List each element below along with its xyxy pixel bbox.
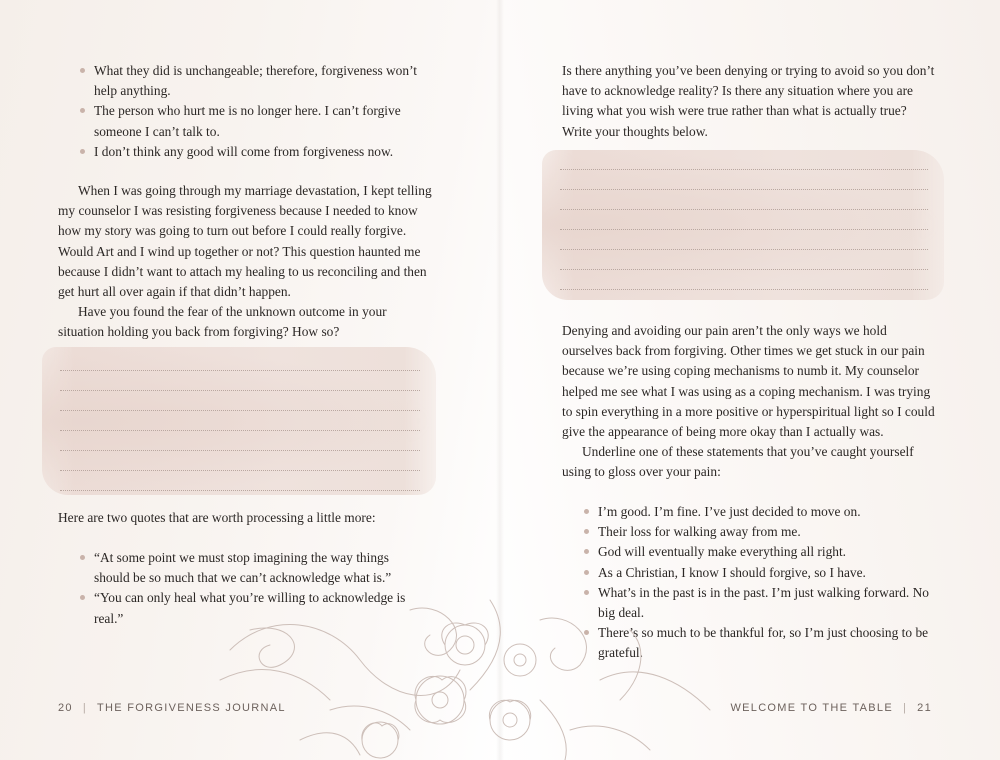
list-item: “At some point we must stop imagining the way things should be so much that we can’t acknowledge what is.”	[78, 548, 408, 588]
writing-line	[60, 490, 420, 491]
writing-line	[560, 229, 928, 230]
page-number: 20	[58, 702, 73, 714]
writing-line	[560, 269, 928, 270]
list-item[interactable]: God will eventually make everything all right.	[582, 542, 938, 562]
right-body-text	[562, 321, 938, 483]
page-number: 21	[917, 702, 932, 714]
list-item[interactable]: As a Christian, I know I should forgive, so I have.	[582, 563, 938, 583]
writing-line	[560, 289, 928, 290]
list-item: What they did is unchangeable; therefore, forgiveness won’t help anything.	[78, 61, 440, 101]
writing-line	[60, 370, 420, 371]
journal-prompt: Have you found the fear of the unknown outcome in your situation holding you back from forgiving? How so?	[58, 304, 387, 340]
left-bullet-list	[78, 61, 440, 162]
writing-line	[560, 209, 928, 210]
writing-line	[560, 189, 928, 190]
quotes-intro: Here are two quotes that are worth processing a little more:	[58, 510, 376, 525]
paragraph: Underline one of these statements that you’ve caught yourself using to gloss over your pain:	[562, 444, 914, 480]
writing-line	[560, 249, 928, 250]
list-item: “You can only heal what you’re willing to acknowledge is real.”	[78, 588, 408, 628]
paragraph: Denying and avoiding our pain aren’t the only ways we hold ourselves back from forgiving. Other times we get stuck in our pain because we’re using coping mechanisms to numb it. My counselor helped me see what I was using as a coping mechanism. I was trying to spin everything in a more positive or hyperspiritual light so I could give the appearance of being more okay than I actually was.	[562, 323, 935, 440]
list-item[interactable]: What’s in the past is in the past. I’m just walking forward. No big deal.	[582, 583, 938, 623]
writing-line	[60, 410, 420, 411]
paragraph: When I was going through my marriage devastation, I kept telling my counselor I was resisting forgiveness because I needed to know how my story was going to turn out before I could really forgive. Would Art and I wind up together or not? This question haunted me because I didn’t want to attach my healing to us reconciling and then get hurt all over again if that didn’t happen.	[58, 183, 432, 300]
writing-line	[60, 470, 420, 471]
writing-line	[560, 169, 928, 170]
writing-line	[60, 390, 420, 391]
writing-area[interactable]	[42, 347, 436, 495]
footer-separator: |	[902, 702, 908, 714]
writing-area[interactable]	[542, 150, 944, 300]
running-title: WELCOME TO THE TABLE	[730, 702, 893, 714]
right-journal-prompt: Is there anything you’ve been denying or trying to avoid so you don’t have to acknowledge reality? Is there any situation where you are living what you wish were true rather than what is actually true? Write your thoughts below.	[562, 63, 935, 139]
writing-line	[60, 450, 420, 451]
list-item: I don’t think any good will come from forgiveness now.	[78, 142, 440, 162]
left-body-text	[58, 181, 436, 343]
list-item[interactable]: Their loss for walking away from me.	[582, 522, 938, 542]
right-footer	[730, 702, 932, 714]
running-title: THE FORGIVENESS JOURNAL	[97, 702, 286, 714]
footer-separator: |	[82, 702, 88, 714]
writing-line	[60, 430, 420, 431]
list-item: The person who hurt me is no longer here. I can’t forgive someone I can’t talk to.	[78, 101, 440, 141]
list-item[interactable]: I’m good. I’m fine. I’ve just decided to move on.	[582, 502, 938, 522]
floral-line-art-illustration	[210, 590, 730, 760]
list-item[interactable]: There’s so much to be thankful for, so I’m just choosing to be grateful.	[582, 623, 938, 663]
